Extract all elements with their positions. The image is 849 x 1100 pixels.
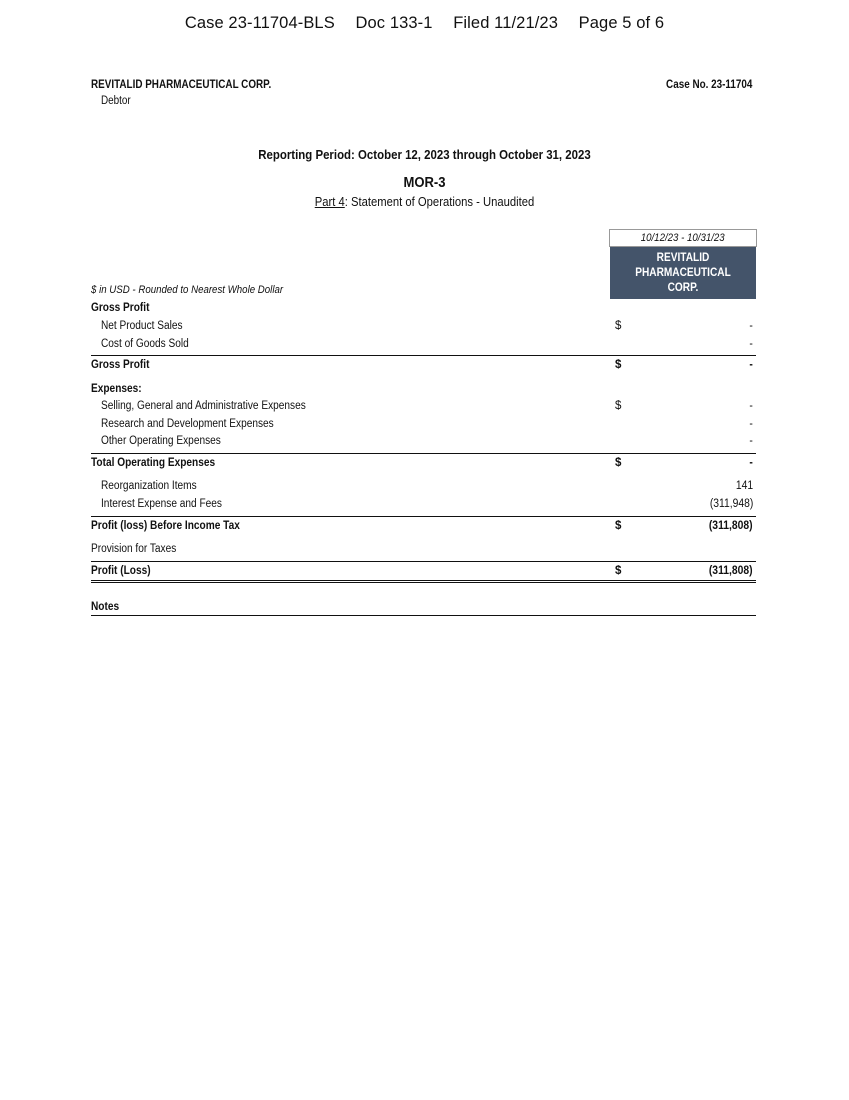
page-number-stamp: Page 5 of 6 xyxy=(578,14,665,32)
entity-line-2: PHARMACEUTICAL CORP. xyxy=(635,266,731,294)
debtor-label: Debtor xyxy=(101,95,131,107)
row-profit-before-tax: Profit (loss) Before Income Tax $ (311,808) xyxy=(91,520,753,532)
part-label: Part 4 xyxy=(314,195,345,209)
doc-number-stamp: Doc 133-1 xyxy=(355,14,433,32)
section-expenses: Expenses: xyxy=(91,383,142,395)
row-interest-expense: Interest Expense and Fees (311,948) xyxy=(101,498,753,510)
row-profit-loss: Profit (Loss) $ (311,808) xyxy=(91,565,753,577)
notes-heading: Notes xyxy=(91,601,120,613)
divider xyxy=(91,561,756,562)
case-number: Case No. 23-11704 xyxy=(665,79,752,91)
row-gross-profit-total: Gross Profit $ - xyxy=(91,359,753,371)
row-reorganization-items: Reorganization Items 141 xyxy=(101,480,753,492)
row-sga-expenses: Selling, General and Administrative Expenses $ - xyxy=(101,400,753,412)
row-cost-of-goods-sold: Cost of Goods Sold - xyxy=(101,338,753,350)
form-id: MOR-3 xyxy=(403,175,446,191)
filed-date-stamp: Filed 11/21/23 xyxy=(453,14,558,32)
part-description: : Statement of Operations - Unaudited xyxy=(344,195,535,209)
debtor-name: REVITALID PHARMACEUTICAL CORP. xyxy=(91,79,272,91)
reporting-period: Reporting Period: October 12, 2023 through October 31, 2023 xyxy=(258,147,591,162)
entity-line-1: REVITALID xyxy=(656,251,710,264)
section-gross-profit: Gross Profit xyxy=(91,302,150,314)
row-rnd-expenses: Research and Development Expenses - xyxy=(101,418,753,430)
part-title xyxy=(42,195,806,209)
column-entity-header xyxy=(610,247,756,299)
row-total-operating-expenses: Total Operating Expenses $ - xyxy=(91,457,753,469)
double-underline xyxy=(91,580,756,583)
row-provision-for-taxes: Provision for Taxes xyxy=(91,543,177,555)
divider xyxy=(91,516,756,517)
column-period: 10/12/23 - 10/31/23 xyxy=(609,229,757,247)
divider xyxy=(91,355,756,356)
divider xyxy=(91,453,756,454)
case-number-stamp: Case 23-11704-BLS xyxy=(184,14,335,32)
court-filing-header xyxy=(0,14,849,33)
divider xyxy=(91,615,756,616)
row-other-operating-expenses: Other Operating Expenses - xyxy=(101,435,753,447)
currency-note: $ in USD - Rounded to Nearest Whole Dollar xyxy=(91,284,284,296)
row-net-product-sales: Net Product Sales $ - xyxy=(101,320,753,332)
